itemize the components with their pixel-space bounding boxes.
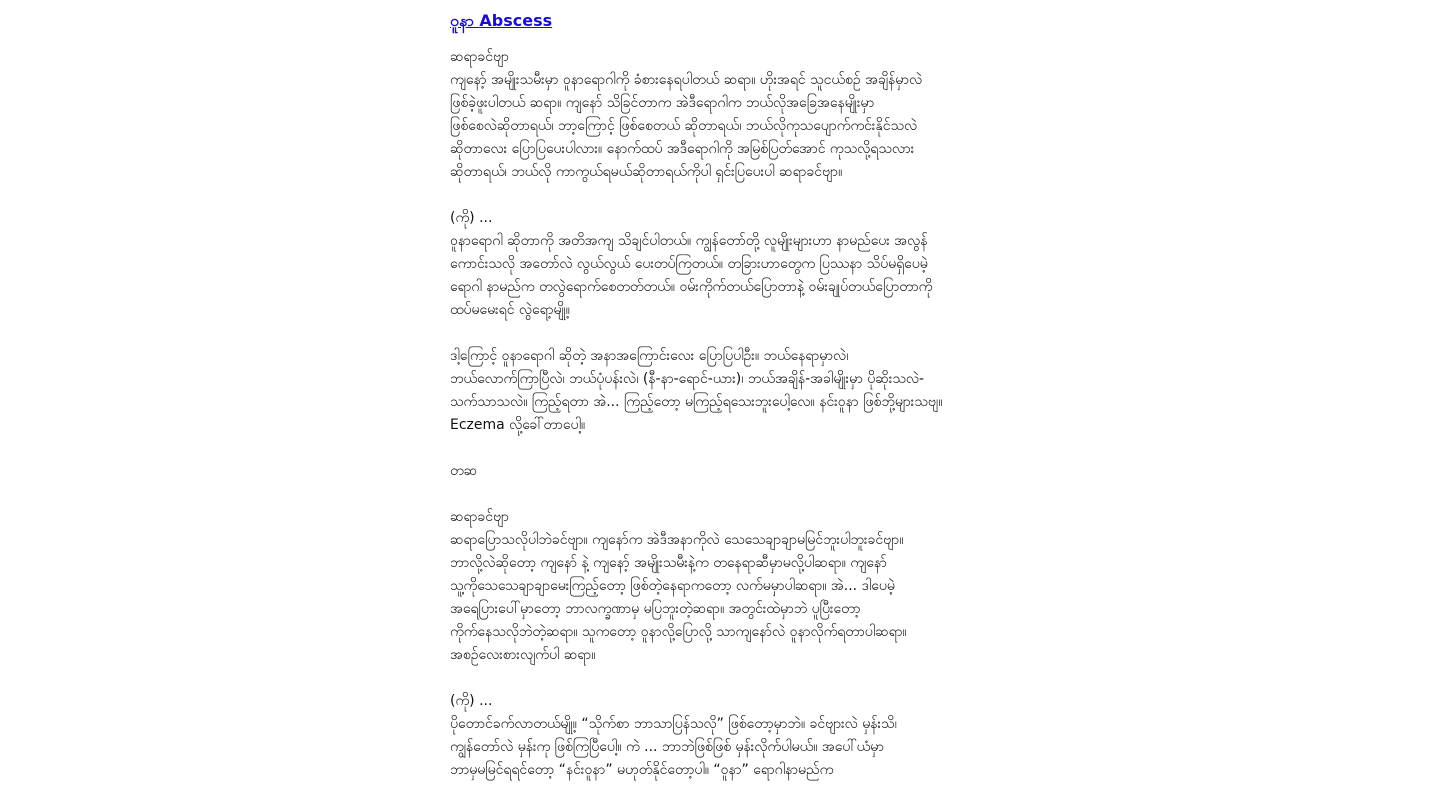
paragraph	[450, 207, 995, 322]
paragraph-line: ပိုတောင်ခက်လာတယ်မျို့။ “သိုက်စာ ဘာသာပြန်သလို” ဖြစ်တော့မှာဘဲ။ ခင်ဗျားလဲ မှန်းသိ၊	[450, 716, 897, 732]
paragraph	[450, 46, 995, 184]
article-body	[450, 46, 995, 782]
paragraph-line: ကျွန်တော်လဲ မှန်းကု ဖြစ်ကြပြီပေါ့။ ကဲ ... ဘာဘဲဖြစ်ဖြစ် မှန်းလိုက်ပါမယ်။ အပေါ်ယံမှာ	[450, 739, 884, 755]
article-title-link[interactable]: ဝူနာ Abscess	[450, 11, 553, 30]
paragraph-line: အရေပြားပေါ်မှာတော့ ဘာလက္ခဏာမှ မပြဘူးတဲ့ဆရာ။ အတွင်းထဲမှာဘဲ ပူပြီးတော့	[450, 601, 861, 617]
paragraph-line: ဆရာပြောသလိုပါဘဲခင်ဗျာ။ ကျနော်က အဲဒီအနာကိုလဲ သေသေချာချာမမြင်ဘူးပါဘူးခင်ဗျာ။	[450, 532, 904, 548]
paragraph	[450, 345, 995, 437]
paragraph-line: ကိုက်နေသလိုဘဲတဲ့ဆရာ။ သူကတော့ ဝူနာလို့ပြောလို့ သာကျနော်လဲ ဝူနာလိုက်ရတာပါဆရာ။	[450, 624, 907, 640]
paragraph-line: သက်သာသလဲ။ ကြည့်ရတာ အဲ... ကြည့်တော့ မကြည့်ရသေးဘူးပေါ့လေ။ နင်းဝူနာ ဖြစ်ဘို့များသဗျ။	[450, 394, 943, 410]
paragraph	[450, 460, 995, 483]
paragraph-line: ဘာလို့လဲဆိုတော့ ကျနော် နဲ့ ကျနော့် အမျိုးသမီးနဲ့က တနေရာဆီမှာမလို့ပါဆရာ။ ကျနော်	[450, 555, 887, 571]
paragraph-line: ဖြစ်စေလဲဆိုတာရယ်၊ ဘာ့ကြောင့် ဖြစ်စေတယ် ဆိုတာရယ်၊ ဘယ်လိုကုသပျောက်ကင်းနိုင်သလဲ	[450, 118, 918, 134]
paragraph-line: ကောင်းသလို အတော်လဲ လွယ်လွယ် ပေးတပ်ကြတယ်။ တခြားဟာတွေက ပြဿနာ သိပ်မရှိပေမဲ့	[450, 256, 928, 272]
paragraph-line: သူ့ကိုသေသေချာချာမေးကြည့်တော့ ဖြစ်တဲ့နေရာကတော့ လက်မမှာပါဆရာ။ အဲ... ဒါပေမဲ့	[450, 578, 895, 594]
paragraph-line: ဒါ့ကြောင့် ဝူနာရောဂါ ဆိုတဲ့ အနာအကြောင်းလေး ပြောပြပါဦး။ ဘယ်နေရာမှာလဲ၊	[450, 348, 849, 364]
paragraph-line: ဘာမှမမြင်ရရင်တော့ “နင်းဝူနာ” မဟုတ်နိုင်တော့ပါ။ “ဝူနာ” ရောဂါနာမည်က	[450, 762, 834, 778]
paragraph-line: ဆရာခင်ဗျာ	[450, 509, 509, 525]
paragraph-line: တဆ	[450, 463, 478, 479]
paragraph-line: ဖြစ်ခဲ့ဖူးပါတယ် ဆရာ။ ကျနော် သိခြင်တာက အဲဒီရောဂါက ဘယ်လိုအခြေအနေမျိုးမှာ	[450, 95, 875, 111]
paragraph-line: ရောဂါ နာမည်က တလွဲရောက်စေတတ်တယ်။ ဝမ်းကိုက်တယ်ပြောတာနဲ့ ဝမ်းချုပ်တယ်ပြောတာကို	[450, 279, 933, 295]
paragraph-line: ကျနော့် အမျိုးသမီးမှာ ဝူနာရောဂါကို ခံစားနေရပါတယ် ဆရာ။ ဟိုးအရင် သူငယ်စဉ် အချိန်မှာလဲ	[450, 72, 923, 88]
paragraph-line: (ကို) ...	[450, 693, 493, 709]
article	[450, 8, 995, 782]
paragraph	[450, 506, 995, 667]
paragraph-line: ဆရာခင်ဗျာ	[450, 49, 509, 65]
paragraph-line: အစဉ်လေးစားလျက်ပါ ဆရာ။	[450, 647, 596, 663]
paragraph-line: (ကို) ...	[450, 210, 493, 226]
paragraph	[450, 690, 995, 782]
paragraph-line: ဆိုတာလေး ပြောပြပေးပါလား။ နောက်ထပ် အဒီရောဂါကို အမြစ်ပြတ်အောင် ကုသလို့ရသလား	[450, 141, 915, 157]
paragraph-line: Eczema လို့ခေါ်တာပေါ့။	[450, 417, 586, 433]
paragraph-line: ဆိုတာရယ်၊ ဘယ်လို ကာကွယ်ရမယ်ဆိုတာရယ်ကိုပါ ရှင်းပြပေးပါ ဆရာခင်ဗျာ။	[450, 164, 843, 180]
paragraph-line: ဘယ်လောက်ကြာပြီလဲ၊ ဘယ်ပုံပန်းလဲ၊ (နီ-နာ-ရောင်-ယား)၊ ဘယ်အချိန်-အခါမျိုးမှာ ပိုဆိုးသလဲ-	[450, 371, 925, 387]
paragraph-line: ထပ်မမေးရင် လွဲရော့မျို့။	[450, 302, 570, 318]
paragraph-line: ဝူနာရောဂါ ဆိုတာကို အတိအကျ သိချင်ပါတယ်။ ကျွန်တော်တို့ လူမျိုးများဟာ နာမည်ပေး အလွန်	[450, 233, 928, 249]
